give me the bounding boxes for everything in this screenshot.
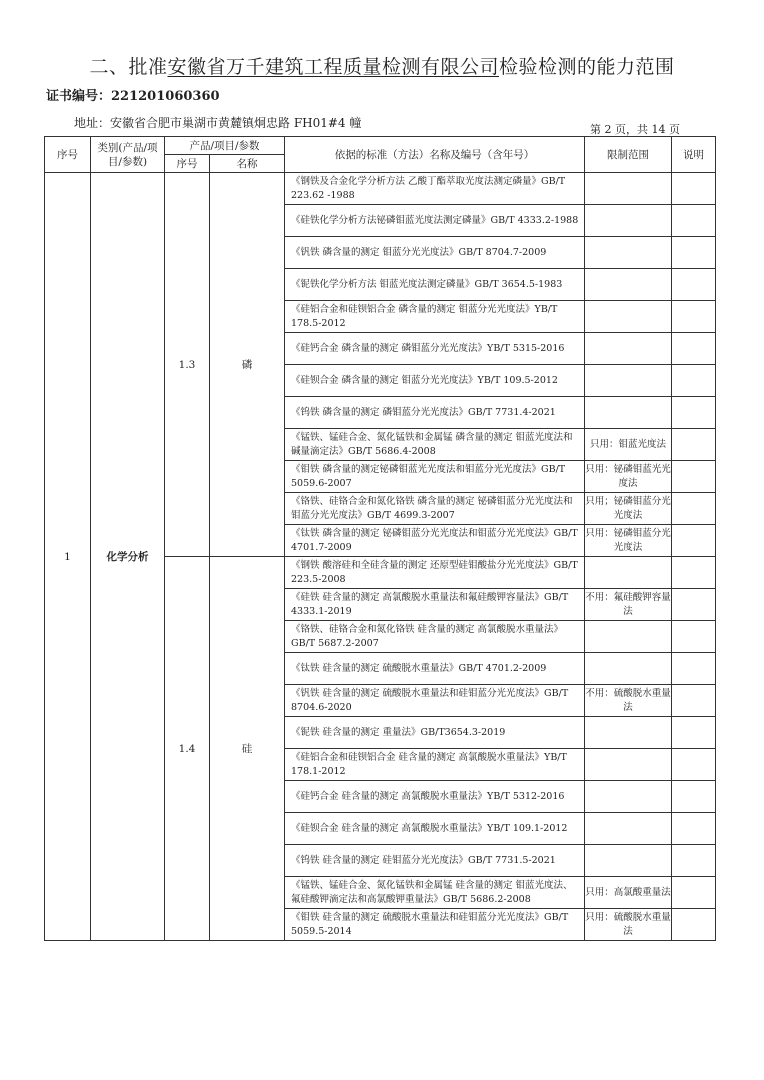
limit-cell: 只用：钼蓝光度法 [585, 429, 672, 461]
title-suffix: 检验检测的能力范围 [499, 56, 675, 78]
standard-cell: 《钼铁 硅含量的测定 硫酸脱水重量法和硅钼蓝分光光度法》GB/T 5059.5-2014 [285, 909, 585, 941]
standard-cell: 《钒铁 硅含量的测定 硫酸脱水重量法和硅钼蓝分光光度法》GB/T 8704.6-2020 [285, 685, 585, 717]
note-cell [672, 717, 716, 749]
note-cell [672, 845, 716, 877]
standard-cell: 《钨铁 磷含量的测定 磷钼蓝分光光度法》GB/T 7731.4-2021 [285, 397, 585, 429]
note-cell [672, 685, 716, 717]
limit-cell: 不用：氟硅酸钾容量法 [585, 589, 672, 621]
note-cell [672, 397, 716, 429]
col-product-group: 产品/项目/参数 [165, 137, 285, 155]
standard-cell: 《硅铁化学分析方法铋磷钼蓝光度法测定磷量》GB/T 4333.2-1988 [285, 205, 585, 237]
table-body [45, 173, 716, 941]
limit-cell [585, 333, 672, 365]
standard-cell: 《铌铁 硅含量的测定 重量法》GB/T3654.3-2019 [285, 717, 585, 749]
limit-cell: 只用：铋磷钼蓝光光度法 [585, 461, 672, 493]
note-cell [672, 781, 716, 813]
limit-cell [585, 717, 672, 749]
page-indicator: 第 2 页，共 14 页 [590, 123, 680, 136]
standard-cell: 《铬铁、硅铬合金和氮化铬铁 磷含量的测定 铋磷钼蓝分光光度法和钼蓝分光光度法》GB/T 4699.3-2007 [285, 493, 585, 525]
note-cell [672, 877, 716, 909]
sub-name-cell: 硅 [210, 557, 285, 941]
limit-cell: 只用：铋磷钼蓝分光光度法 [585, 525, 672, 557]
limit-cell [585, 301, 672, 333]
note-cell [672, 557, 716, 589]
limit-cell [585, 653, 672, 685]
note-cell [672, 429, 716, 461]
standard-cell: 《硅铝合金和硅钡铝合金 硅含量的测定 高氯酸脱水重量法》YB/T 178.1-2012 [285, 749, 585, 781]
col-note: 说明 [672, 137, 716, 173]
standard-cell: 《钨铁 硅含量的测定 硅钼蓝分光光度法》GB/T 7731.5-2021 [285, 845, 585, 877]
standard-cell: 《硅钡合金 磷含量的测定 钼蓝分光光度法》YB/T 109.5-2012 [285, 365, 585, 397]
note-cell [672, 653, 716, 685]
limit-cell [585, 269, 672, 301]
col-standard: 依据的标准（方法）名称及编号（含年号） [285, 137, 585, 173]
sub-name-cell: 磷 [210, 173, 285, 557]
table-row [45, 173, 716, 205]
standard-cell: 《铌铁化学分析方法 钼蓝光度法测定磷量》GB/T 3654.5-1983 [285, 269, 585, 301]
limit-cell [585, 173, 672, 205]
standard-cell: 《硅铁 硅含量的测定 高氯酸脱水重量法和氟硅酸钾容量法》GB/T 4333.1-2019 [285, 589, 585, 621]
standard-cell: 《钛铁 硅含量的测定 硫酸脱水重量法》GB/T 4701.2-2009 [285, 653, 585, 685]
limit-cell [585, 749, 672, 781]
standard-cell: 《锰铁、锰硅合金、氮化锰铁和金属锰 磷含量的测定 钼蓝光度法和碱量滴定法》GB/T 5686.4-2008 [285, 429, 585, 461]
sub-serial-cell: 1.3 [165, 173, 210, 557]
note-cell [672, 205, 716, 237]
note-cell [672, 493, 716, 525]
note-cell [672, 589, 716, 621]
limit-cell: 只用；铋磷钼蓝分光光度法 [585, 493, 672, 525]
limit-cell [585, 397, 672, 429]
limit-cell [585, 621, 672, 653]
standard-cell: 《硅钡合金 硅含量的测定 高氯酸脱水重量法》YB/T 109.1-2012 [285, 813, 585, 845]
note-cell [672, 269, 716, 301]
standard-cell: 《钛铁 磷含量的测定 铋磷钼蓝分光光度法和钼蓝分光光度法》GB/T 4701.7-2009 [285, 525, 585, 557]
limit-cell [585, 813, 672, 845]
limit-cell [585, 365, 672, 397]
standard-cell: 《钼铁 磷含量的测定铋磷钼蓝光光度法和钼蓝分光光度法》GB/T 5059.6-2007 [285, 461, 585, 493]
standard-cell: 《铬铁、硅铬合金和氮化铬铁 硅含量的测定 高氯酸脱水重量法》GB/T 5687.2-2007 [285, 621, 585, 653]
note-cell [672, 365, 716, 397]
note-cell [672, 301, 716, 333]
page-title [0, 52, 764, 79]
standard-cell: 《硅钙合金 磷含量的测定 磷钼蓝分光光度法》YB/T 5315-2016 [285, 333, 585, 365]
limit-cell [585, 205, 672, 237]
col-sub-serial: 序号 [165, 155, 210, 173]
capability-table [44, 136, 716, 941]
note-cell [672, 333, 716, 365]
serial-cell: 1 [45, 173, 91, 941]
address: 地址：安徽省合肥市巢湖市黄麓镇炯忠路 FH01#4 幢 [74, 116, 362, 130]
col-limit: 限制范围 [585, 137, 672, 173]
sub-serial-cell: 1.4 [165, 557, 210, 941]
standard-cell: 《钢铁 酸溶硅和全硅含量的测定 还原型硅钼酸盐分光光度法》GB/T 223.5-2008 [285, 557, 585, 589]
note-cell [672, 621, 716, 653]
limit-cell: 不用：硫酸脱水重量法 [585, 685, 672, 717]
col-sub-name: 名称 [210, 155, 285, 173]
col-category: 类别(产品/项目/参数) [91, 137, 165, 173]
certificate-number: 证书编号：221201060360 [46, 89, 220, 104]
col-serial: 序号 [45, 137, 91, 173]
title-prefix: 二、批准 [89, 56, 168, 78]
note-cell [672, 909, 716, 941]
title-company: 安徽省万千建筑工程质量检测有限公司 [167, 56, 499, 78]
limit-cell [585, 557, 672, 589]
standard-cell: 《硅铝合金和硅钡铝合金 磷含量的测定 钼蓝分光光度法》YB/T 178.5-2012 [285, 301, 585, 333]
standard-cell: 《硅钙合金 硅含量的测定 高氯酸脱水重量法》YB/T 5312-2016 [285, 781, 585, 813]
note-cell [672, 461, 716, 493]
limit-cell: 只用：高氯酸重量法 [585, 877, 672, 909]
note-cell [672, 749, 716, 781]
limit-cell [585, 237, 672, 269]
note-cell [672, 525, 716, 557]
standard-cell: 《钢铁及合金化学分析方法 乙酸丁酯萃取光度法测定磷量》GB/T 223.62 -1988 [285, 173, 585, 205]
limit-cell [585, 781, 672, 813]
category-cell: 化学分析 [91, 173, 165, 941]
note-cell [672, 813, 716, 845]
limit-cell [585, 845, 672, 877]
note-cell [672, 237, 716, 269]
standard-cell: 《锰铁、锰硅合金、氮化锰铁和金属锰 硅含量的测定 钼蓝光度法、氟硅酸钾滴定法和高氯酸钾重量法》GB/T 5686.2-2008 [285, 877, 585, 909]
standard-cell: 《钒铁 磷含量的测定 钼蓝分光光度法》GB/T 8704.7-2009 [285, 237, 585, 269]
limit-cell: 只用：硫酸脱水重量法 [585, 909, 672, 941]
note-cell [672, 173, 716, 205]
